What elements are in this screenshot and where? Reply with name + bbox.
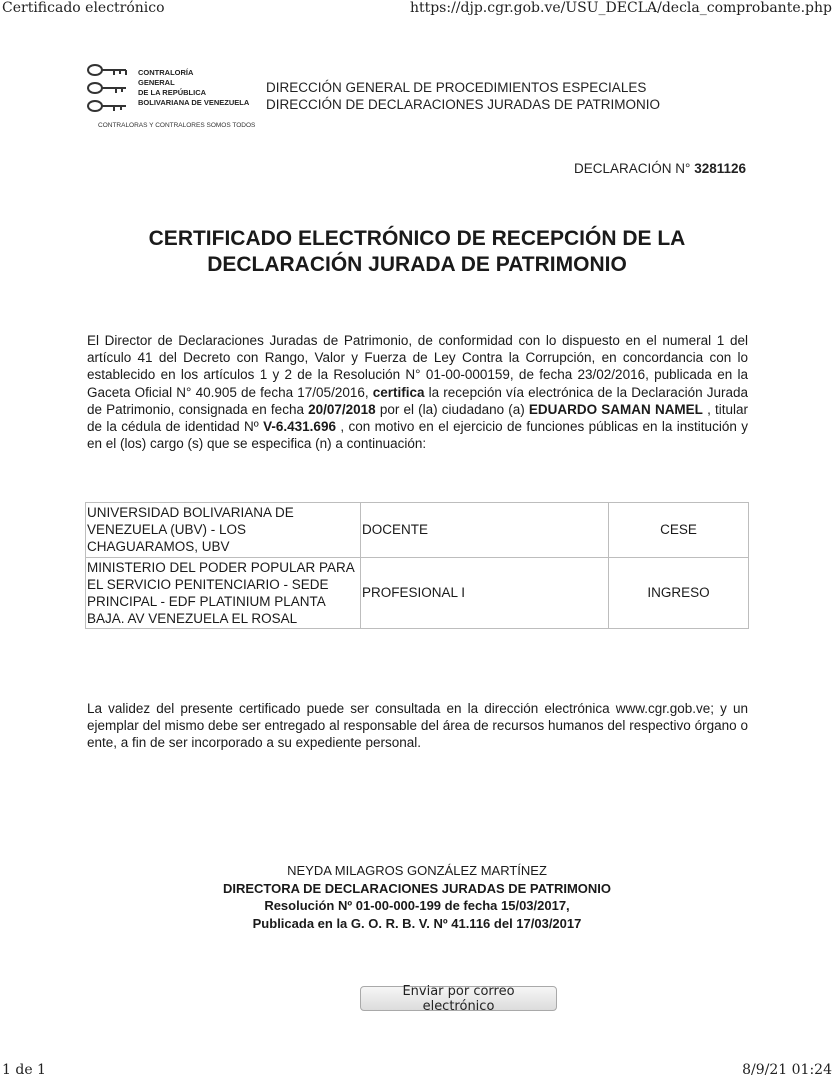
institution-cell: UNIVERSIDAD BOLIVARIANA DE VENEZUELA (UBV) - LOS CHAGUARAMOS, UBV bbox=[86, 503, 361, 558]
positions-table bbox=[85, 502, 749, 629]
logo-wordmark: CONTRALORÍA GENERAL DE LA REPÚBLICA BOLIVARIANA DE VENEZUELA bbox=[138, 68, 250, 107]
keys-emblem-icon bbox=[86, 62, 134, 116]
signatory-resolution: Resolución Nº 01-00-000-199 de fecha 15/03/2017, bbox=[264, 898, 570, 913]
declarant-id: V-6.431.696 bbox=[263, 419, 336, 435]
table-row bbox=[86, 557, 749, 629]
send-email-button[interactable]: Enviar por correo electrónico bbox=[360, 986, 557, 1011]
table-row bbox=[86, 503, 749, 558]
print-datetime: 8/9/21 01:24 bbox=[742, 1062, 832, 1078]
signatory-gazette: Publicada en la G. O. R. B. V. Nº 41.116 del 17/03/2017 bbox=[252, 915, 582, 931]
signatory-role: DIRECTORA DE DECLARACIONES JURADAS DE PATRIMONIO bbox=[222, 880, 612, 896]
institution-cell: MINISTERIO DEL PODER POPULAR PARA EL SERVICIO PENITENCIARIO - SEDE PRINCIPAL - EDF PLATINIUM PLANTA BAJA. AV VENEZUELA EL ROSAL bbox=[86, 557, 361, 629]
print-url: https://djp.cgr.gob.ve/USU_DECLA/decla_comprobante.php bbox=[409, 0, 832, 16]
declaration-number-value: 3281126 bbox=[694, 161, 746, 176]
certification-paragraph: El Director de Declaraciones Juradas de Patrimonio, de conformidad con lo dispuesto en el numeral 1 del artículo 41 del Decreto con Rango, Valor y Fuerza de Ley Contra la Corrupción, en concordancia con lo establecido en los artículos 1 y 2 de la Resolución N° 01-00-000159, de fecha 23/02/2016, publicada en la Gaceta Oficial N° 40.905 de fecha 17/05/2016, certifica la recepción vía electrónica de la Declaración Jurada de Patrimonio, consignada en fecha 20/07/2018 por el (la) ciudadano (a) EDUARDO SAMAN NAMEL , titular de la cédula de identidad Nº V-6.431.696 , con motivo en el ejercicio de funciones públicas en la institución y en el (los) cargo (s) que se especifica (n) a continuación: bbox=[87, 333, 748, 452]
movement-cell: CESE bbox=[609, 503, 749, 558]
certificate-title: CERTIFICADO ELECTRÓNICO DE RECEPCIÓN DE LA DECLARACIÓN JURADA DE PATRIMONIO bbox=[148, 227, 686, 276]
print-header bbox=[0, 0, 834, 16]
declarant-name: EDUARDO SAMAN NAMEL bbox=[528, 401, 703, 417]
print-page-title: Certificado electrónico bbox=[2, 0, 165, 16]
page-count: 1 de 1 bbox=[2, 1062, 46, 1078]
declaration-number: DECLARACIÓN N° 3281126 bbox=[574, 161, 746, 176]
signatory-name: NEYDA MILAGROS GONZÁLEZ MARTÍNEZ bbox=[287, 863, 547, 878]
submission-date: 20/07/2018 bbox=[308, 401, 376, 417]
validity-note: La validez del presente certificado puede ser consultada en la dirección electrónica www.cgr.gob.ve; y un ejemplar del mismo debe ser entregado al responsable del área de recursos humanos del respectivo órgano o ente, a fin de ser incorporado a su expediente personal. bbox=[87, 701, 748, 751]
directorate-general: DIRECCIÓN GENERAL DE PROCEDIMIENTOS ESPECIALES bbox=[266, 80, 647, 95]
print-footer bbox=[0, 1062, 834, 1078]
movement-cell: INGRESO bbox=[609, 557, 749, 629]
directorates-heading bbox=[266, 79, 660, 113]
signature-block bbox=[86, 862, 748, 932]
logo-motto: CONTRALORAS Y CONTRALORES SOMOS TODOS bbox=[98, 122, 256, 129]
post-cell: DOCENTE bbox=[361, 503, 609, 558]
cgr-logo bbox=[86, 62, 266, 134]
post-cell: PROFESIONAL I bbox=[361, 557, 609, 629]
directorate-declarations: DIRECCIÓN DE DECLARACIONES JURADAS DE PATRIMONIO bbox=[266, 97, 661, 112]
